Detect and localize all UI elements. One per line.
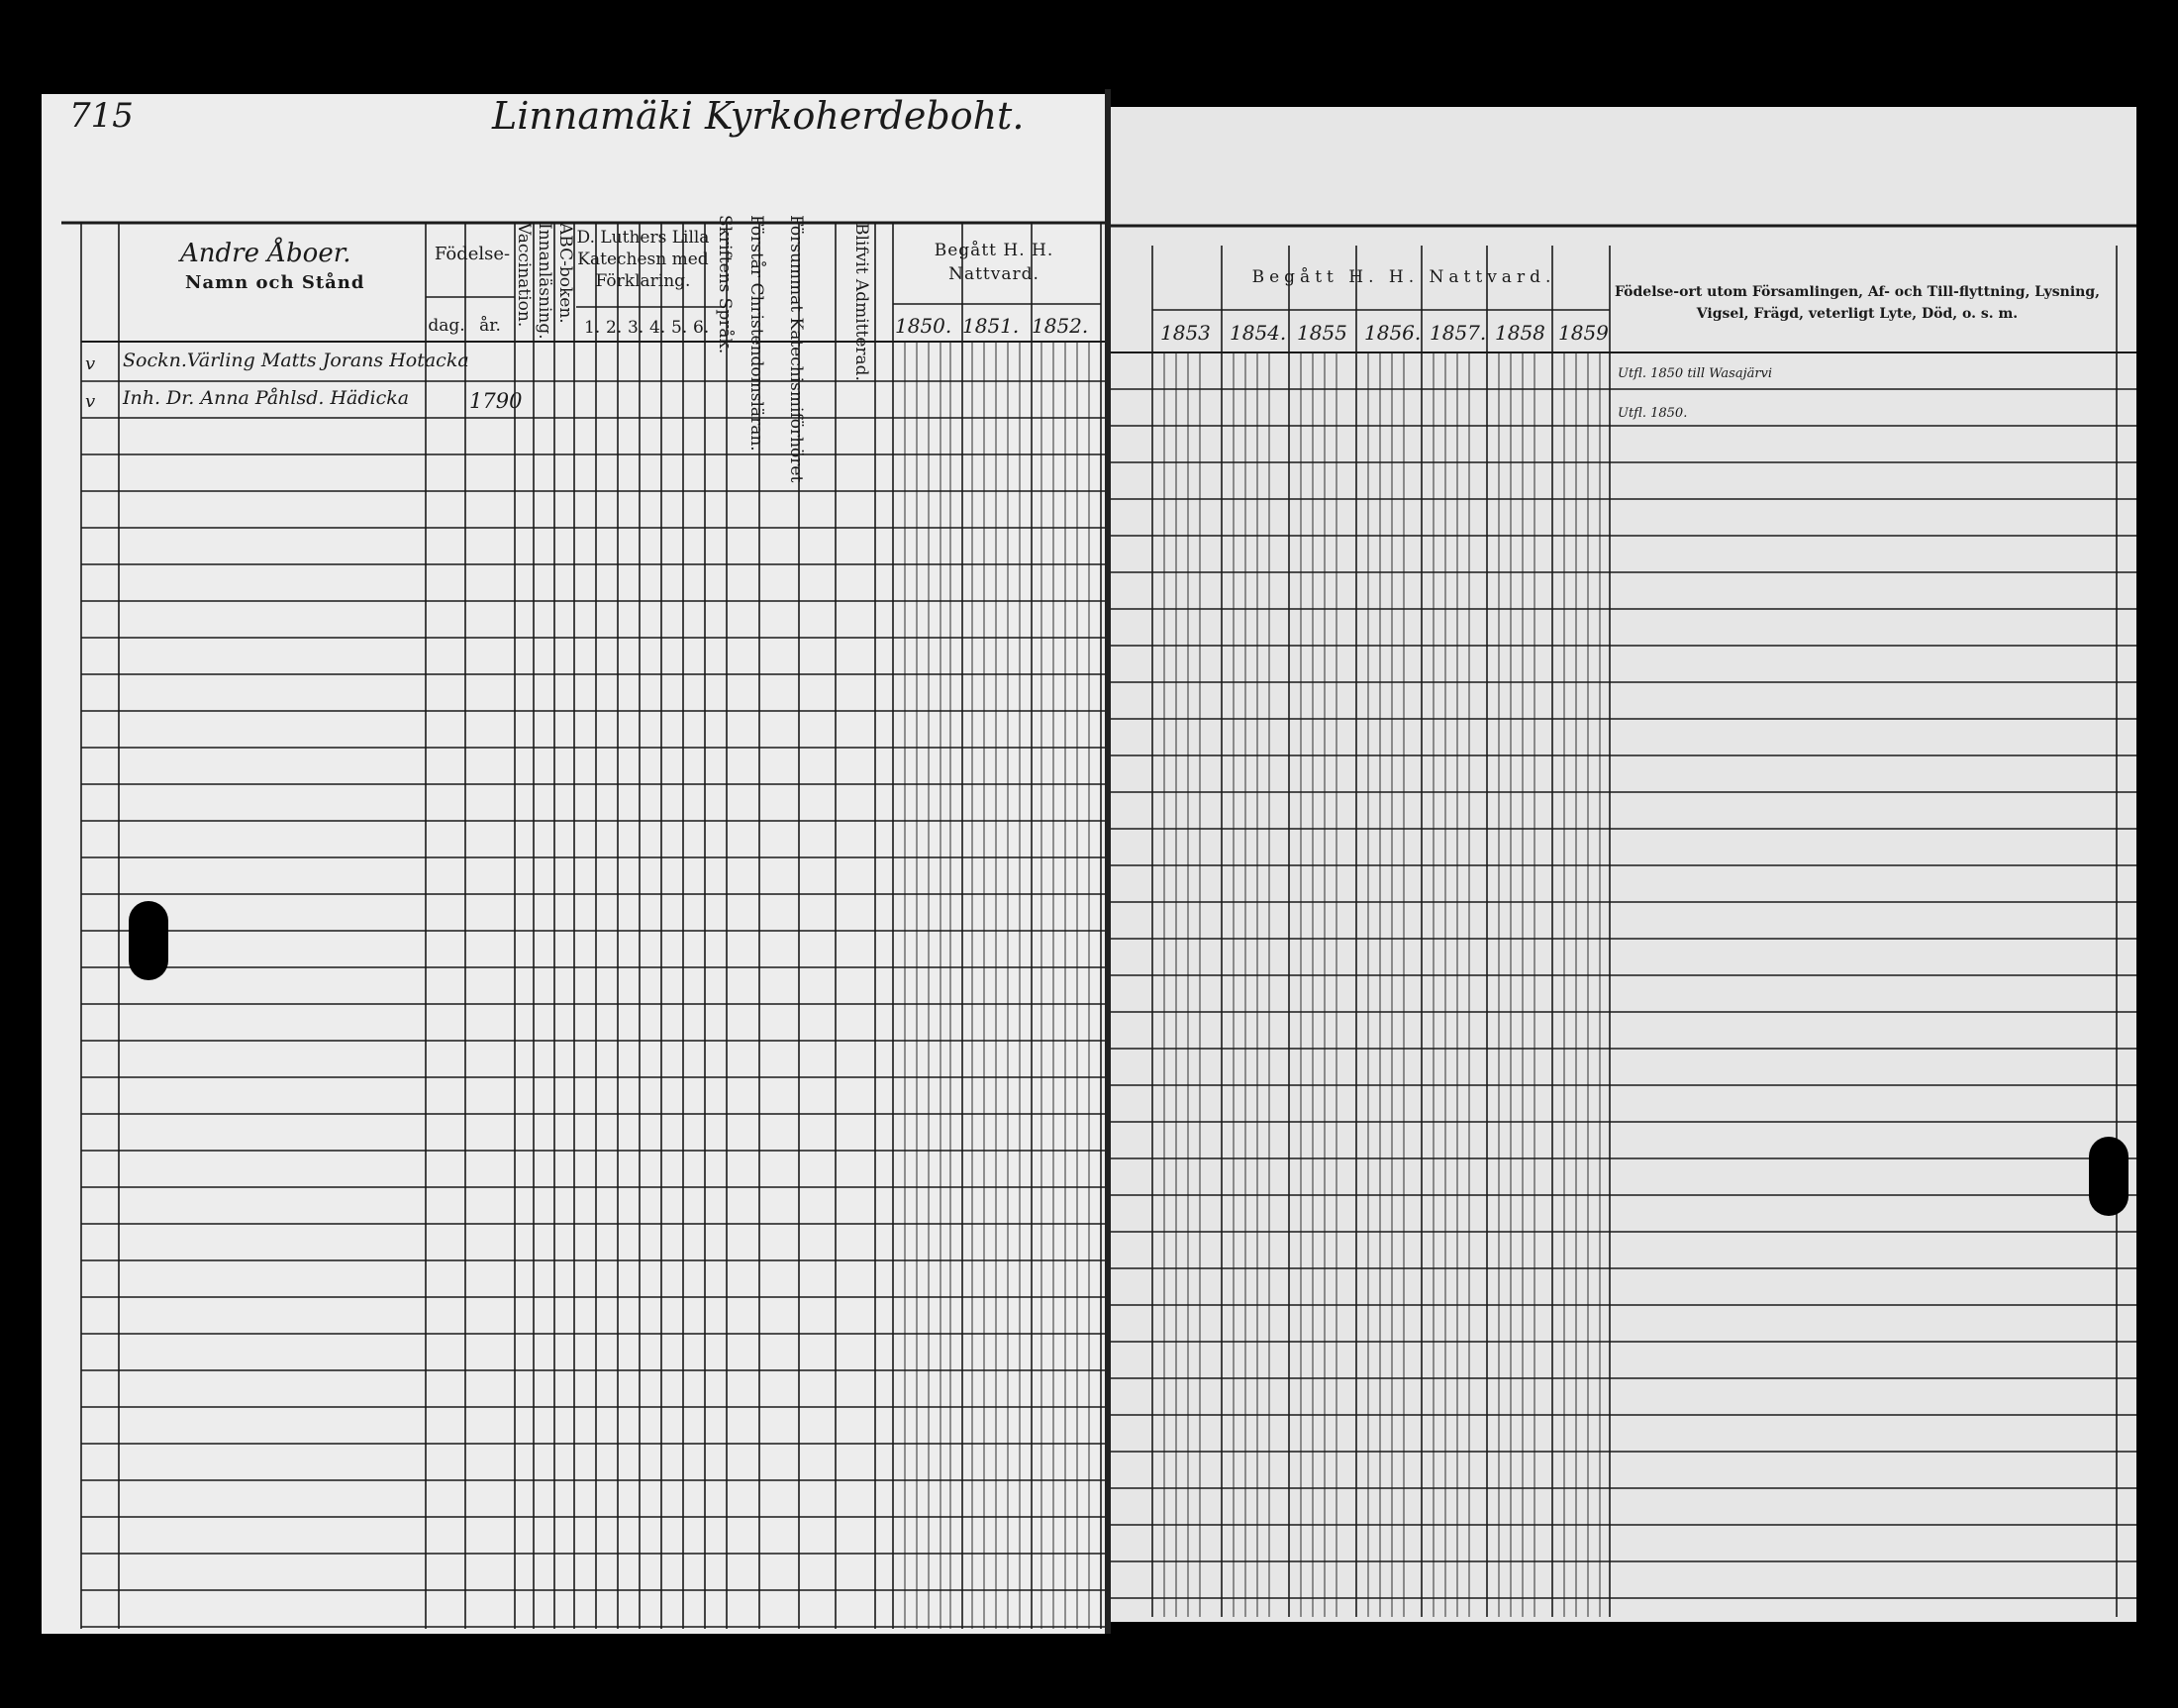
year-1854: 1854.: [1230, 321, 1287, 345]
abc-book-header: ABC-boken.: [555, 223, 575, 324]
page-tab-left: [129, 901, 168, 980]
year-1855: 1855: [1297, 321, 1347, 345]
entry-2-mark: v: [85, 391, 96, 412]
year-1856: 1856.: [1364, 321, 1422, 345]
right-page: [1107, 107, 2136, 1622]
left-page: [42, 94, 1111, 1634]
entry-2-birth-year: 1790: [469, 389, 523, 413]
missed-catechism-header: Försummat Katechismiförhöret: [786, 215, 806, 483]
scripture-language-header: Skriftens Språk.: [715, 215, 735, 354]
year-1859: 1859: [1558, 321, 1609, 345]
year-1858: 1858: [1495, 321, 1545, 345]
book-spine: [1105, 89, 1111, 1634]
name-column-header: Namn och Stånd: [185, 272, 365, 293]
entry-1-mark: v: [85, 353, 96, 374]
catechism-col-3: 3.: [628, 318, 644, 338]
entry-2-name: Inh. Dr. Anna Påhlsd. Hädicka: [123, 387, 410, 409]
catechism-header: D. Luthers Lilla Katechesn med Förklaring.: [576, 228, 710, 291]
catechism-col-1: 1.: [584, 318, 601, 338]
year-1853: 1853: [1160, 321, 1211, 345]
year-1851: 1851.: [962, 314, 1020, 338]
birth-day-header: dag.: [428, 316, 465, 336]
section-title: Andre Åboer.: [180, 239, 351, 268]
page-number: 715: [69, 96, 134, 136]
remarks-header: Födelse-ort utom Församlingen, Af- och Till-flyttning, Lysning, Vigsel, Frägd, veterligt Lyte, Död, o. s. m.: [1614, 284, 2101, 322]
year-1852: 1852.: [1032, 314, 1089, 338]
entry-1-name: Sockn.Värling Matts Jorans Hotacka: [123, 350, 469, 371]
year-1850: 1850.: [895, 314, 952, 338]
remark-2: Utfl. 1850.: [1618, 406, 1688, 421]
page-title: Linnamäki Kyrkoherdeboht.: [492, 94, 1025, 138]
communion-header-right: Begått H. H. Nattvard.: [1251, 267, 1556, 287]
vaccination-header: Vaccination.: [514, 223, 534, 328]
birth-header: Födelse-: [434, 244, 511, 264]
reading-header: Innanläsning.: [535, 223, 554, 340]
page-tab-right: [2089, 1137, 2128, 1216]
catechism-col-2: 2.: [606, 318, 623, 338]
catechism-col-5: 5.: [671, 318, 688, 338]
admitted-header: Blifvit Admitterad.: [851, 223, 871, 381]
communion-header-left: Begått H. H. Nattvard.: [934, 241, 1054, 284]
catechism-col-6: 6.: [693, 318, 710, 338]
catechism-col-4: 4.: [649, 318, 666, 338]
remark-1: Utfl. 1850 till Wasajärvi: [1618, 366, 1773, 381]
year-1857: 1857.: [1430, 321, 1487, 345]
christian-doctrine-header: Förstår Christendomsläran.: [746, 215, 766, 452]
birth-year-header: år.: [479, 316, 501, 336]
